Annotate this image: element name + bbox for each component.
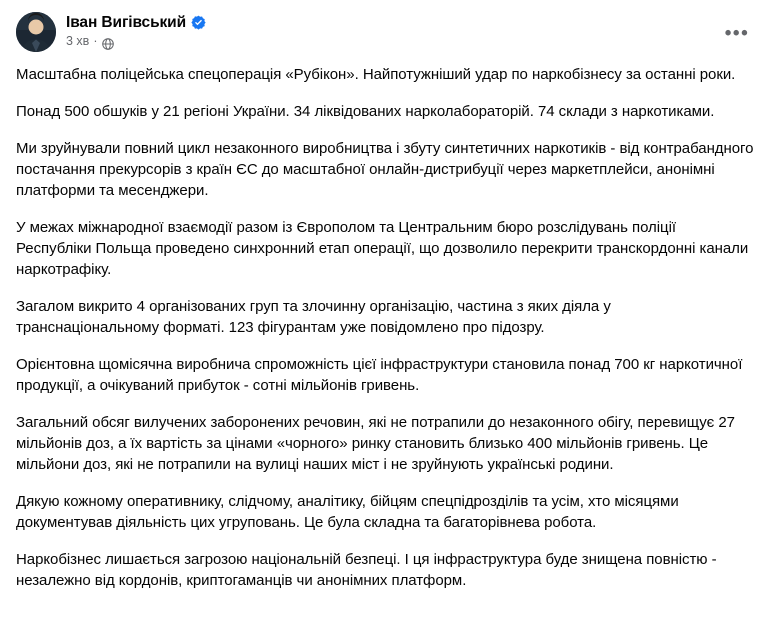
- post-paragraph: Наркобізнес лишається загрозою національній безпеці. І ця інфраструктура буде знищена повністю - незалежно від кордонів, криптогаманців чи анонімних платформ.: [16, 551, 717, 589]
- post-body: [16, 56, 755, 591]
- post-meta: [66, 34, 206, 49]
- post-paragraph: Загальний обсяг вилучених заборонених речовин, які не потрапили до незаконного обігу, перевищує 27 мільйонів доз, а їх вартість за цінами «чорного» ринку становить близько 400 мільйонів гривень. Це мільйони доз, які не потрапили на вулиці наших міст і не зруйнують українські родини.: [16, 414, 735, 473]
- author-name[interactable]: Іван Вигівський: [66, 14, 187, 31]
- post-options-button[interactable]: [721, 18, 753, 50]
- author-line: [66, 13, 206, 32]
- post-header: [16, 12, 755, 56]
- verified-badge-icon: [191, 15, 206, 30]
- meta-separator: ·: [93, 34, 98, 48]
- post-timestamp[interactable]: 3 хв: [66, 34, 90, 48]
- header-text: [66, 12, 206, 49]
- post-paragraph: Орієнтовна щомісячна виробнича спроможність цієї інфраструктури становила понад 700 кг наркотичної продукції, а очікуваний прибуток - сотні мільйонів гривень.: [16, 356, 743, 394]
- globe-icon[interactable]: [102, 37, 114, 49]
- avatar[interactable]: [16, 12, 56, 52]
- post-paragraph: Масштабна поліцейська спецоперація «Рубікон». Найпотужніший удар по наркобізнесу за останні роки.: [16, 66, 736, 83]
- post-paragraph: Загалом викрито 4 організованих груп та злочинну організацію, частина з яких діяла у транснаціональному форматі. 123 фігурантам уже повідомлено про підозру.: [16, 298, 611, 336]
- post-options-label: •••: [724, 23, 750, 44]
- post-paragraph: Дякую кожному оперативнику, слідчому, аналітику, бійцям спецпідрозділів та усім, хто місяцями документував діяльність цих угруповань. Це була складна та багаторівнева робота.: [16, 493, 679, 531]
- post-paragraph: Понад 500 обшуків у 21 регіоні України. 34 ліквідованих нарколабораторій. 74 склади з наркотиками.: [16, 103, 715, 120]
- post-paragraph: У межах міжнародної взаємодії разом із Європолом та Центральним бюро розслідувань поліції Республіки Польща проведено синхронний етап операції, що дозволило перекрити транскордонні канали наркотрафіку.: [16, 219, 749, 278]
- post-paragraph: Ми зруйнували повний цикл незаконного виробництва і збуту синтетичних наркотиків - від контрабандного постачання прекурсорів з країн ЄС до масштабної онлайн-дистрибуції через маркетплейси, анонімні платформи та месенджери.: [16, 140, 754, 199]
